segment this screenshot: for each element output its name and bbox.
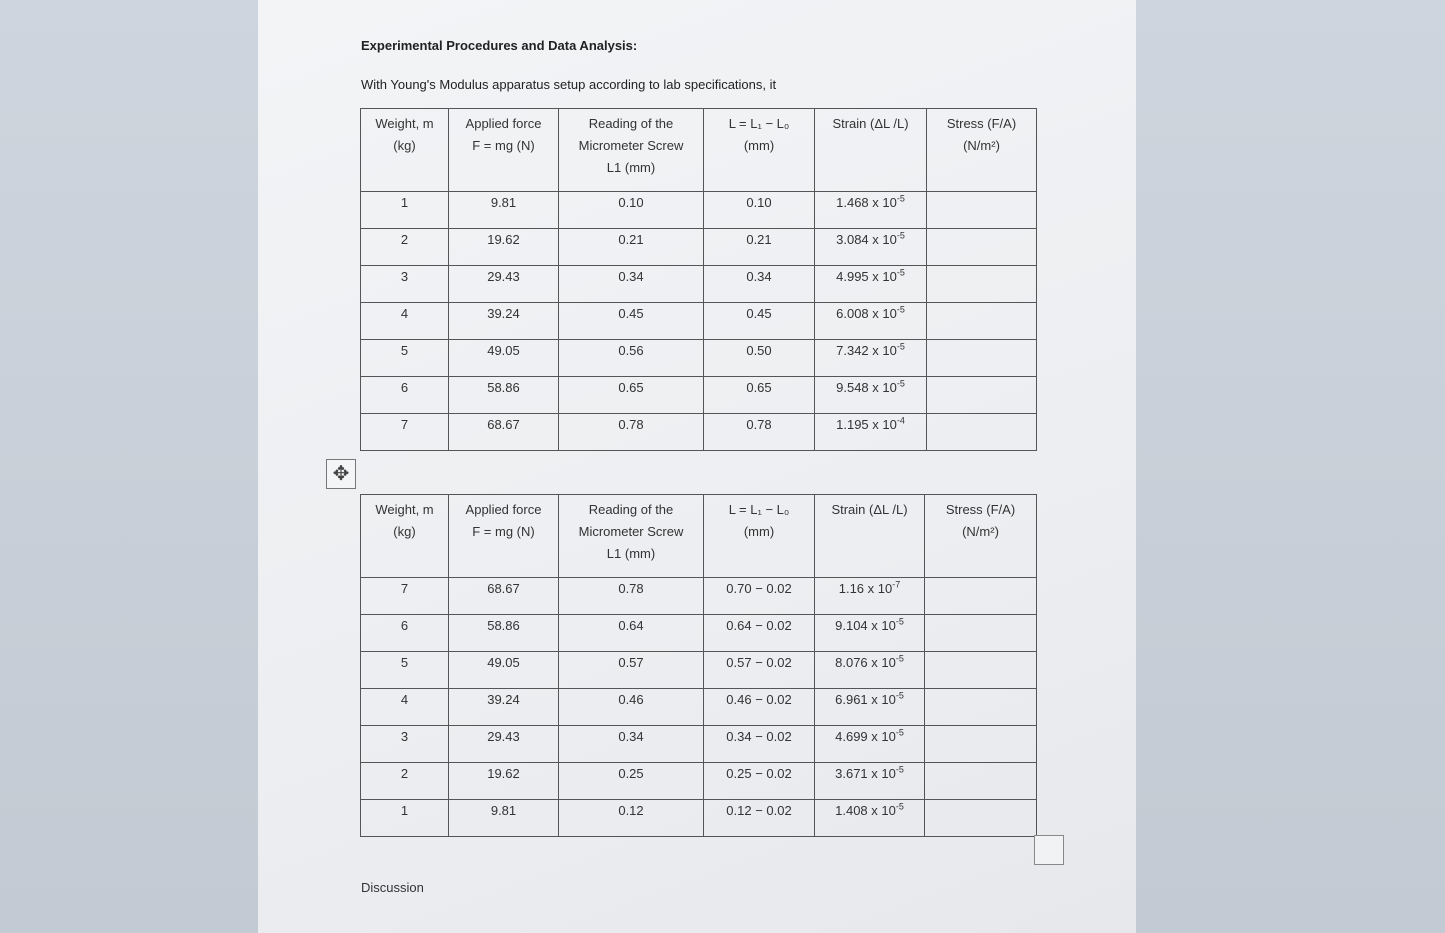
strain-exponent: -5	[895, 727, 904, 738]
strain-exponent: -4	[896, 415, 905, 426]
cell-stress[interactable]	[925, 652, 1037, 689]
cell-reading[interactable]: 0.56	[559, 340, 704, 377]
cell-force[interactable]: 19.62	[449, 763, 559, 800]
cell-strain[interactable]	[815, 377, 927, 414]
strain-exponent: -5	[896, 304, 905, 315]
cell-strain[interactable]	[815, 192, 927, 229]
strain-exponent: -7	[892, 579, 901, 590]
cell-force[interactable]: 49.05	[449, 652, 559, 689]
cell-extension[interactable]: 0.34 − 0.02	[704, 726, 815, 763]
cell-weight[interactable]: 5	[361, 652, 449, 689]
table-row	[361, 578, 1037, 615]
table-row	[361, 414, 1037, 451]
table-row	[361, 763, 1037, 800]
header-reading[interactable]: Reading of the Micrometer Screw L1 (mm)	[559, 109, 704, 192]
table-row	[361, 615, 1037, 652]
table-header-row	[361, 495, 1037, 578]
cell-strain[interactable]	[815, 340, 927, 377]
header-stress[interactable]: Stress (F/A) (N/m²)	[925, 495, 1037, 578]
header-extension[interactable]: L = L₁ − L₀ (mm)	[704, 495, 815, 578]
cell-stress[interactable]	[925, 726, 1037, 763]
section-heading: Experimental Procedures and Data Analysis:	[361, 38, 638, 53]
strain-value: 7.342 x 10	[836, 343, 897, 358]
cell-extension[interactable]: 0.78	[704, 414, 815, 451]
table-resize-handle[interactable]	[1034, 835, 1064, 865]
cell-extension[interactable]: 0.10	[704, 192, 815, 229]
cell-strain[interactable]	[815, 726, 925, 763]
cell-weight[interactable]: 7	[361, 414, 449, 451]
cell-reading[interactable]: 0.65	[559, 377, 704, 414]
cell-stress[interactable]	[927, 229, 1037, 266]
cell-strain[interactable]	[815, 800, 925, 837]
strain-value: 4.995 x 10	[836, 269, 897, 284]
strain-exponent: -5	[895, 764, 904, 775]
header-reading[interactable]: Reading of the Micrometer Screw L1 (mm)	[559, 495, 704, 578]
cell-reading[interactable]: 0.34	[559, 726, 704, 763]
cell-strain[interactable]	[815, 652, 925, 689]
strain-exponent: -5	[896, 341, 905, 352]
cell-extension[interactable]: 0.64 − 0.02	[704, 615, 815, 652]
table-row	[361, 266, 1037, 303]
strain-value: 6.008 x 10	[836, 306, 897, 321]
strain-exponent: -5	[896, 378, 905, 389]
cell-extension[interactable]: 0.21	[704, 229, 815, 266]
cell-strain[interactable]	[815, 229, 927, 266]
cell-extension[interactable]: 0.45	[704, 303, 815, 340]
cell-force[interactable]: 39.24	[449, 303, 559, 340]
cell-reading[interactable]: 0.45	[559, 303, 704, 340]
cell-force[interactable]: 49.05	[449, 340, 559, 377]
cell-extension[interactable]: 0.12 − 0.02	[704, 800, 815, 837]
cell-force[interactable]: 39.24	[449, 689, 559, 726]
strain-value: 1.408 x 10	[835, 803, 896, 818]
cell-extension[interactable]: 0.46 − 0.02	[704, 689, 815, 726]
cell-reading[interactable]: 0.10	[559, 192, 704, 229]
table-row	[361, 652, 1037, 689]
move-glyph: ✥	[332, 463, 350, 485]
loading-data-table	[360, 108, 1037, 451]
header-force[interactable]: Applied force F = mg (N)	[449, 495, 559, 578]
header-strain[interactable]: Strain (ΔL /L)	[815, 109, 927, 192]
cell-reading[interactable]: 0.46	[559, 689, 704, 726]
cell-weight[interactable]: 3	[361, 726, 449, 763]
cell-stress[interactable]	[925, 800, 1037, 837]
cell-reading[interactable]: 0.64	[559, 615, 704, 652]
strain-exponent: -5	[896, 193, 905, 204]
intro-text: With Young's Modulus apparatus setup according to lab specifications, it	[361, 77, 777, 92]
header-weight[interactable]: Weight, m (kg)	[361, 495, 449, 578]
cell-strain[interactable]	[815, 578, 925, 615]
cell-reading[interactable]: 0.12	[559, 800, 704, 837]
cell-weight[interactable]: 2	[361, 763, 449, 800]
background-right	[1136, 0, 1445, 933]
strain-value: 1.16 x 10	[838, 581, 893, 596]
cell-force[interactable]: 68.67	[449, 578, 559, 615]
cell-stress[interactable]	[927, 266, 1037, 303]
cell-force[interactable]: 58.86	[449, 377, 559, 414]
cell-weight[interactable]: 4	[361, 689, 449, 726]
table-row	[361, 192, 1037, 229]
cell-reading[interactable]: 0.78	[559, 414, 704, 451]
cell-extension[interactable]: 0.57 − 0.02	[704, 652, 815, 689]
strain-exponent: -5	[896, 230, 905, 241]
strain-exponent: -5	[895, 801, 904, 812]
cell-extension[interactable]: 0.50	[704, 340, 815, 377]
table-header-row	[361, 109, 1037, 192]
strain-value: 1.468 x 10	[836, 195, 897, 210]
cell-strain[interactable]	[815, 266, 927, 303]
strain-value: 4.699 x 10	[835, 729, 896, 744]
cell-weight[interactable]: 4	[361, 303, 449, 340]
cell-weight[interactable]: 7	[361, 578, 449, 615]
strain-exponent: -5	[895, 616, 904, 627]
cell-reading[interactable]: 0.78	[559, 578, 704, 615]
cell-force[interactable]: 9.81	[449, 800, 559, 837]
cell-strain[interactable]	[815, 303, 927, 340]
table-row	[361, 340, 1037, 377]
header-strain[interactable]: Strain (ΔL /L)	[815, 495, 925, 578]
cell-force[interactable]: 58.86	[449, 615, 559, 652]
unloading-data-table	[360, 494, 1037, 837]
cell-strain[interactable]	[815, 615, 925, 652]
table-row	[361, 800, 1037, 837]
cell-weight[interactable]: 5	[361, 340, 449, 377]
header-stress[interactable]: Stress (F/A) (N/m²)	[927, 109, 1037, 192]
cell-reading[interactable]: 0.21	[559, 229, 704, 266]
cell-reading[interactable]: 0.25	[559, 763, 704, 800]
strain-value: 3.084 x 10	[836, 232, 897, 247]
cell-stress[interactable]	[925, 578, 1037, 615]
header-extension[interactable]: L = L₁ − L₀ (mm)	[704, 109, 815, 192]
cell-weight[interactable]: 6	[361, 615, 449, 652]
table-row	[361, 726, 1037, 763]
cell-weight[interactable]: 3	[361, 266, 449, 303]
cell-extension[interactable]: 0.34	[704, 266, 815, 303]
cell-force[interactable]: 9.81	[449, 192, 559, 229]
cell-extension[interactable]: 0.25 − 0.02	[704, 763, 815, 800]
cell-extension[interactable]: 0.70 − 0.02	[704, 578, 815, 615]
strain-value: 1.195 x 10	[836, 417, 897, 432]
strain-exponent: -5	[895, 690, 904, 701]
table-row	[361, 689, 1037, 726]
cell-stress[interactable]	[925, 615, 1037, 652]
strain-value: 3.671 x 10	[835, 766, 896, 781]
strain-exponent: -5	[895, 653, 904, 664]
cell-stress[interactable]	[925, 689, 1037, 726]
strain-value: 8.076 x 10	[835, 655, 896, 670]
strain-value: 6.961 x 10	[835, 692, 896, 707]
strain-exponent: -5	[896, 267, 905, 278]
cell-force[interactable]: 19.62	[449, 229, 559, 266]
cell-stress[interactable]	[925, 763, 1037, 800]
cell-weight[interactable]: 1	[361, 800, 449, 837]
table-row	[361, 377, 1037, 414]
cell-weight[interactable]: 2	[361, 229, 449, 266]
cell-stress[interactable]	[927, 340, 1037, 377]
cell-weight[interactable]: 6	[361, 377, 449, 414]
cell-stress[interactable]	[927, 414, 1037, 451]
discussion-heading: Discussion	[361, 880, 424, 895]
cell-extension[interactable]: 0.65	[704, 377, 815, 414]
strain-value: 9.548 x 10	[836, 380, 897, 395]
cell-force[interactable]: 68.67	[449, 414, 559, 451]
strain-value: 9.104 x 10	[835, 618, 896, 633]
cell-strain[interactable]	[815, 414, 927, 451]
cell-force[interactable]: 29.43	[449, 726, 559, 763]
background-left	[0, 0, 258, 933]
cell-stress[interactable]	[927, 377, 1037, 414]
cell-force[interactable]: 29.43	[449, 266, 559, 303]
header-weight[interactable]: Weight, m (kg)	[361, 109, 449, 192]
cell-stress[interactable]	[927, 192, 1037, 229]
move-arrows-icon[interactable]	[326, 459, 356, 489]
cell-reading[interactable]: 0.57	[559, 652, 704, 689]
cell-strain[interactable]	[815, 763, 925, 800]
table-row	[361, 303, 1037, 340]
header-force[interactable]: Applied force F = mg (N)	[449, 109, 559, 192]
table-row	[361, 229, 1037, 266]
cell-weight[interactable]: 1	[361, 192, 449, 229]
cell-strain[interactable]	[815, 689, 925, 726]
cell-stress[interactable]	[927, 303, 1037, 340]
cell-reading[interactable]: 0.34	[559, 266, 704, 303]
